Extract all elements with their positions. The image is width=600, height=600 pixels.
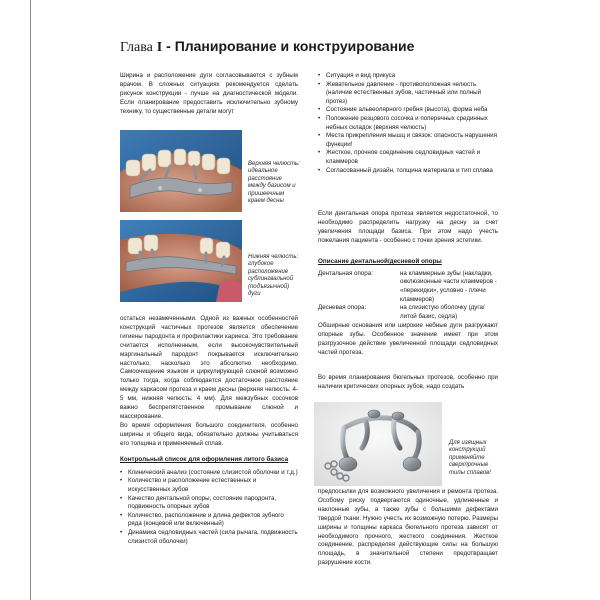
left-para-1: Ширина и расположение дуги согласовывается с зубным врачом. В сложных ситуациях рекомендуется сделать рисунок конструкции - лучше на диагностической модели. Если планирование предоставить исключительно зубному технику, то существенные детали могут [120, 72, 298, 115]
list-item: • Жевательное давление - противоположная челюсть (наличие естественных зубов, частичный или полный протез) [318, 81, 498, 107]
list-item: • Состояние альвеолярного гребня (высота), форма неба [318, 106, 498, 115]
right-para-3-block [318, 374, 498, 392]
chapter-number: I [156, 40, 163, 55]
caption-framework: Для изящных конструкций применяйте сверхпрочные типы сплавов! [449, 440, 491, 476]
definition-gingival [318, 304, 498, 321]
left-main-paragraph [120, 315, 298, 449]
chapter-separator: - [166, 38, 171, 54]
list-item: • Количество и расположение естественных и искусственных зубов [120, 477, 298, 494]
support-heading: Описание дентальной/десневой опоры [318, 258, 442, 265]
right-para-4: предпосылки для возможного увеличения и ремонта протеза. Особому риску подвергаются одиночные, удлиненные и наклонные зубы, а также зубы с большими дефектами твердой ткани. Нужно учесть их возможную потерю. Размеры ширины и толщины каркаса бюгельного протеза зависят от необходимого прочного, жесткого соединения. Жесткое соединение, распределяя действующие силы на большую площадь, в значительной степени предотвращает разрушение кости. [318, 488, 498, 567]
chapter-word: Глава [120, 40, 153, 55]
caption-lower-jaw: Нижняя челюсть: глубокое расположение сублингвальной (подъязычной) дуги [248, 254, 299, 298]
right-para-3: Во время планирования бюгельных протезов, особенно при наличии критических опорных зубов, надо создать [318, 374, 498, 390]
right-bullets-section [318, 72, 498, 175]
list-item: • Динамика седловидных частей (сила рычага, подвижность слизистой оболочки) [120, 529, 298, 546]
list-item: • Качество дентальной опоры, состояние пародонта, подвижность опорных зубов [120, 495, 298, 512]
list-item: • Ситуация и вид прикуса [318, 72, 498, 81]
list-item: • Количество, расположение и длина дефектов зубного ряда (концевой или включенный) [120, 512, 298, 529]
page-margin-rule [30, 0, 31, 600]
definition-label: Дентальная опора: [318, 269, 373, 277]
framework-image [314, 402, 442, 486]
photo-lower-jaw [120, 220, 242, 302]
list-item: • Положение резцового сосочка и поперечных срединных небных складок (верхняя челюсть) [318, 115, 498, 132]
chapter-title: Планирование и конструирование [174, 38, 415, 54]
checklist [120, 469, 298, 546]
support-description-section [318, 258, 498, 321]
definition-text: на слизистую оболочку (дуга/литой базис, седла) [400, 304, 485, 320]
chapter-header [120, 38, 414, 56]
right-para-1: Если дентальная опора протеза является недостаточной, то необходимо распределить нагрузку на десну за счет увеличения площади базиса. При этом надо учесть пожелания пациента - особенно с точки зрения эстетики. [318, 210, 498, 244]
left-intro-paragraph [120, 72, 298, 117]
photo-metal-framework [314, 402, 442, 486]
left-para-2: остаться незамеченными. Одной из важных особенностей конструкций частичных протезов является обеспечение гигиены пародонта и профилактики кариеса. Это требование считается исполненным, если высокочувствительный маргинальный пародонт покрывается исключительно настолько, насколько это абсолютно необходимо. Самоочищение языком и циркулирующей слюной возможно только тогда, когда соблюдается достаточное расстояние между каркасом протеза и краем десны (верхняя челюсть: 4-5 мм, нижняя челюсть: 4 мм). Для межзубных сосочков важно беспрепятственное промывание слюной и массирование. [120, 315, 298, 420]
definition-text: на кламмерные зубы (накладки, окклюзионные части кламмеров - «перекидки», условно - плечи кламмеров) [400, 269, 497, 303]
right-para-2-block [318, 322, 498, 358]
upper-jaw-image [120, 130, 242, 212]
right-para-4-block [318, 488, 498, 568]
criteria-list [318, 72, 498, 175]
caption-upper-jaw: Верхняя челюсть: идеальное расстояние между базисом и пришеечным краем десны [248, 161, 300, 205]
list-item: • Согласованный дизайн, толщина материала и тип сплава [318, 167, 498, 176]
list-item: • Места прикрепления мышц и связок: опасность нарушения функции! [318, 132, 498, 149]
checklist-heading: Контрольный список для оформления литого базиса [120, 456, 289, 463]
right-para-1-block [318, 210, 498, 246]
photo-upper-jaw [120, 130, 242, 212]
checklist-section [120, 456, 298, 546]
right-para-2: Обширные основания или широкие небные дуги разгружают опорные зубы. Особенное значение имеет при этом разгрузочное действие увеличенной площади седловидных частей протеза. [318, 322, 498, 356]
definition-label: Десневая опора: [318, 304, 367, 312]
lower-jaw-image [120, 220, 242, 302]
definition-dental [318, 270, 498, 304]
list-item: • Жесткое, прочное соединение седловидных частей и кламмеров [318, 149, 498, 166]
left-para-3: Во время оформления большого соединителя, особенно ширины и общего вида, обязательно должны учитываться его толщина и применяемый сплав. [120, 421, 298, 447]
list-item: • Клинический анализ (состояние слизистой оболочки и т.д.) [120, 469, 298, 478]
